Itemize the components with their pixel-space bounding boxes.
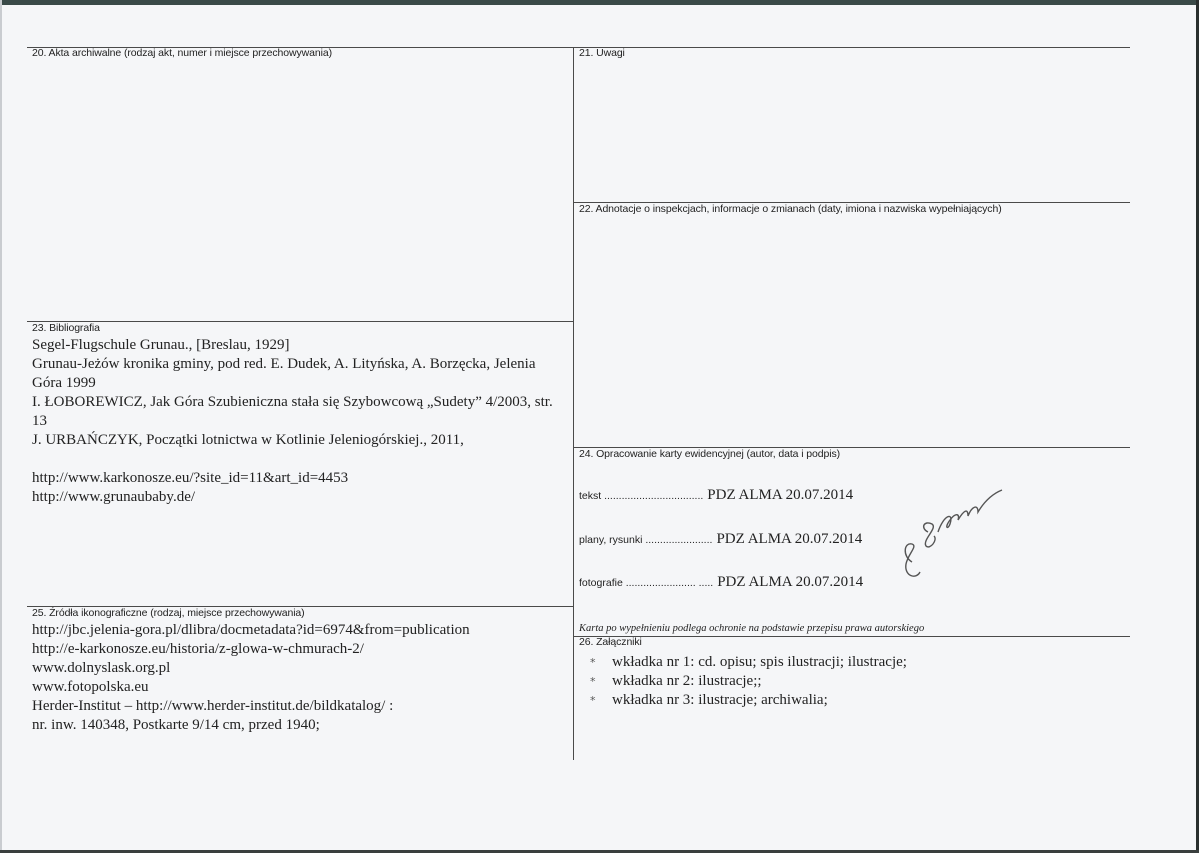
source-entry: www.dolnyslask.org.pl bbox=[32, 660, 171, 676]
attachment-text: wkładka nr 1: cd. opisu; spis ilustracji; ilustracje; bbox=[612, 654, 907, 670]
author-row-photos bbox=[579, 573, 863, 591]
rule-s20-s23 bbox=[27, 321, 573, 322]
bibliography-spacer bbox=[32, 450, 553, 469]
source-entry: www.fotopolska.eu bbox=[32, 679, 149, 695]
scan-edge-top bbox=[0, 0, 1199, 5]
author-row-text bbox=[579, 486, 853, 504]
section-22-label: 22. Adnotacje o inspekcjach, informacje o zmianach (daty, imiona i nazwiska wypełniających) bbox=[579, 203, 1002, 215]
attachments-list bbox=[590, 653, 907, 710]
bibliography-entry: I. ŁOBOREWICZ, Jak Góra Szubieniczna stała się Szybowcową „Sudety” 4/2003, str. bbox=[32, 394, 553, 410]
source-entry: Herder-Institut – http://www.herder-institut.de/bildkatalog/ : bbox=[32, 698, 394, 714]
iconographic-sources-list bbox=[32, 621, 470, 735]
asterisk-bullet-icon: * bbox=[590, 675, 596, 688]
bibliography-entry: Grunau-Jeżów kronika gminy, pod red. E. Dudek, A. Lityńska, A. Borzęcka, Jelenia bbox=[32, 356, 536, 372]
section-24-label: 24. Opracowanie karty ewidencyjnej (autor, data i podpis) bbox=[579, 448, 841, 460]
rule-note-s26 bbox=[573, 636, 1130, 637]
author-row-value: PDZ ALMA 20.07.2014 bbox=[707, 487, 854, 503]
attachment-item bbox=[590, 691, 907, 710]
author-row-value: PDZ ALMA 20.07.2014 bbox=[717, 574, 864, 590]
center-divider bbox=[573, 47, 574, 760]
section-21-label: 21. Uwagi bbox=[579, 47, 625, 59]
section-25-label: 25. Źródła ikonograficzne (rodzaj, miejsce przechowywania) bbox=[32, 607, 305, 619]
section-20-label: 20. Akta archiwalne (rodzaj akt, numer i miejsce przechowywania) bbox=[32, 47, 332, 59]
author-row-label: tekst .................................. bbox=[579, 490, 704, 502]
bibliography-link: http://www.karkonosze.eu/?site_id=11&art_id=4453 bbox=[32, 470, 349, 486]
author-row-label: fotografie ........................ ..... bbox=[579, 577, 714, 589]
bibliography-list bbox=[32, 336, 553, 507]
scan-edge-left bbox=[0, 0, 2, 853]
asterisk-bullet-icon: * bbox=[590, 694, 596, 707]
section-23-label: 23. Bibliografia bbox=[32, 322, 100, 334]
author-row-plans bbox=[579, 530, 862, 548]
asterisk-bullet-icon: * bbox=[590, 656, 596, 669]
bibliography-entry: J. URBAŃCZYK, Początki lotnictwa w Kotlinie Jeleniogórskiej., 2011, bbox=[32, 432, 464, 448]
source-entry: nr. inw. 140348, Postkarte 9/14 cm, przed 1940; bbox=[32, 717, 320, 733]
bibliography-entry: Segel-Flugschule Grunau., [Breslau, 1929] bbox=[32, 337, 290, 353]
bibliography-link: http://www.grunaubaby.de/ bbox=[32, 489, 196, 505]
attachment-text: wkładka nr 3: ilustracje; archiwalia; bbox=[612, 692, 828, 708]
handwritten-signature bbox=[898, 484, 1008, 584]
attachment-item bbox=[590, 672, 907, 691]
source-entry: http://e-karkonosze.eu/historia/z-glowa-w-chmurach-2/ bbox=[32, 641, 364, 657]
author-row-label: plany, rysunki ....................... bbox=[579, 534, 713, 546]
bibliography-entry: 13 bbox=[32, 413, 47, 429]
source-entry: http://jbc.jelenia-gora.pl/dlibra/docmetadata?id=6974&from=publication bbox=[32, 622, 470, 638]
author-row-value: PDZ ALMA 20.07.2014 bbox=[716, 531, 863, 547]
bibliography-entry: Góra 1999 bbox=[32, 375, 96, 391]
section-26-label: 26. Załączniki bbox=[579, 636, 642, 648]
attachment-item bbox=[590, 653, 907, 672]
copyright-note: Karta po wypełnieniu podlega ochronie na podstawie przepisu prawa autorskiego bbox=[579, 623, 925, 634]
attachment-text: wkładka nr 2: ilustracje;; bbox=[612, 673, 762, 689]
